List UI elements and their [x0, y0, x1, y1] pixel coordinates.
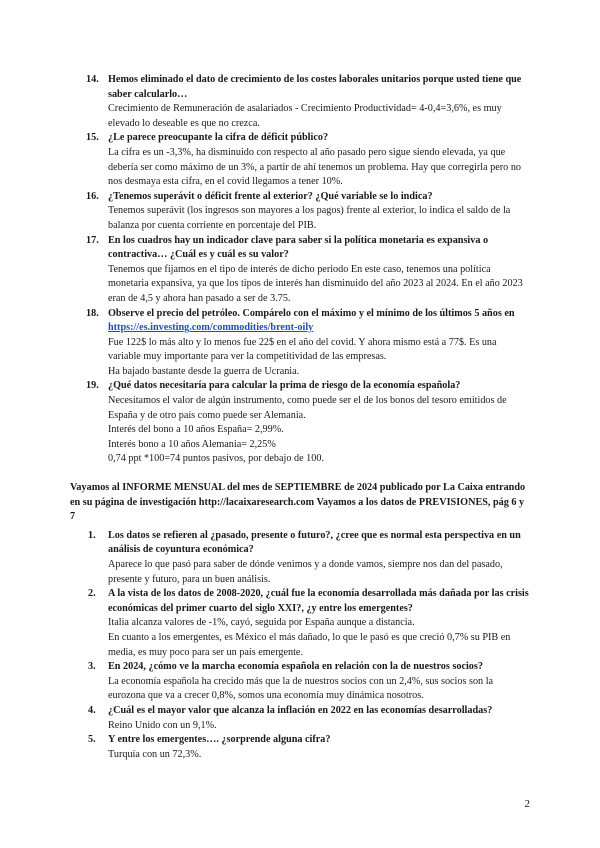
answer-text: La economía española ha crecido más que la de nuestros socios con un 2,4%, sus socios son la eurozona que va a crecer 0,8%, somos una economía muy dinámica nosotros. [108, 675, 494, 702]
question-item-3 [70, 660, 530, 704]
question-item-2 [70, 587, 530, 660]
question-list-bottom [70, 529, 530, 763]
answer-text: Italia alcanza valores de -1%, cayó, seguida por España aunque a distancia. [108, 617, 415, 629]
page-content [70, 73, 530, 762]
answer-text: Crecimiento de Remuneración de asalariados - Crecimiento Productividad= 4-0,4=3,6%, es muy elevado lo deseable es que no crezca. [108, 103, 502, 129]
question-number: 3. [88, 661, 96, 673]
question-text [108, 307, 530, 336]
question-item-5 [70, 733, 530, 762]
question-text: En 2024, ¿cómo ve la marcha economía española en relación con la de nuestros socios? [108, 661, 483, 673]
answer-text: Necesitamos el valor de algún instrumento, como puede ser el de los bonos del tesoro emitidos de España y de otro país como puede ser Alemania. [108, 395, 507, 421]
answer-text: Ha bajado bastante desde la guerra de Ucrania. [108, 365, 300, 377]
question-number: 1. [88, 529, 96, 541]
question-item-18 [70, 307, 530, 380]
question-text: Los datos se refieren al ¿pasado, presente o futuro?, ¿cree que es normal esta perspectiva en un análisis de coyuntura económica? [108, 529, 521, 556]
section-heading: Vayamos al INFORME MENSUAL del mes de SEPTIEMBRE de 2024 publicado por La Caixa entrando en su página de investigación http://lacaixaresearch.com Vayamos a los datos de PREVISIONES, pág 6 y 7 [70, 482, 526, 523]
question-item-4 [70, 704, 530, 733]
question-text: ¿Tenemos superávit o déficit frente al exterior? ¿Qué variable se lo indica? [108, 190, 433, 202]
question-item-16 [70, 190, 530, 234]
question-text-main: Observe el precio del petróleo. Compárelo con el máximo y el mínimo de los últimos 5 años en [108, 307, 515, 319]
question-text: Hemos eliminado el dato de crecimiento de los costes laborales unitarios porque usted tiene que saber calcularlo… [108, 74, 522, 100]
question-number: 16. [86, 190, 99, 202]
question-item-14 [70, 73, 530, 131]
question-text: En los cuadros hay un indicador clave para saber si la política monetaria es expansiva o contractiva… ¿Cuál es y cuál es su valor? [108, 234, 489, 261]
answer-text: Aparece lo que pasó para saber de dónde venimos y a donde vamos, siempre nos dan del pasado, presente y futuro, para un buen análisis. [108, 559, 503, 585]
question-text: Y entre los emergentes…. ¿sorprende alguna cifra? [108, 734, 331, 746]
question-item-1 [70, 529, 530, 587]
question-number: 2. [88, 588, 96, 600]
answer-text: Tenemos superávit (los ingresos son mayores a los pagos) frente al exterior, lo indica el saldo de la balanza por cuenta corriente en porcentaje del PIB. [108, 205, 511, 231]
answer-text: Reino Unido con un 9,1%. [108, 719, 217, 731]
question-list-top [70, 73, 530, 467]
question-text: ¿Cuál es el mayor valor que alcanza la inflación en 2022 en las economías desarrolladas? [108, 704, 493, 716]
question-text: ¿Le parece preocupante la cifra de déficit público? [108, 132, 329, 144]
question-number: 4. [88, 704, 96, 716]
question-number: 17. [86, 234, 99, 246]
question-item-17 [70, 234, 530, 307]
question-text: A la vista de los datos de 2008-2020, ¿cuál fue la economía desarrollada más dañada por las crisis económicas del primer cuarto del siglo XXI?, ¿y entre los emergentes? [108, 588, 529, 614]
question-number: 14. [86, 74, 99, 85]
answer-text: Tenemos que fijamos en el tipo de interés de dicho periodo En este caso, tenemos una política monetaria expansiva, ya que los tipos de interés han disminuido del año 2023 al 2024. En el año 2023 eran de 4,5 y ahora han pasado a ser de 3.75. [108, 263, 523, 304]
question-number: 19. [86, 380, 99, 392]
answer-text: 0,74 ppt *100=74 puntos pasivos, por debajo de 100. [108, 453, 324, 465]
answer-text: Turquía con un 72,3%. [108, 748, 202, 760]
question-item-15 [70, 131, 530, 189]
question-text: ¿Qué datos necesitaría para calcular la prima de riesgo de la economía española? [108, 380, 461, 392]
page-number: 2 [524, 798, 530, 810]
question-number: 15. [86, 132, 99, 144]
investing-link[interactable]: https://es.investing.com/commodities/brent-oily [108, 322, 314, 334]
answer-text: En cuanto a los emergentes, es México el más dañado, lo que le pasó es que creció 0,7% su PIB en media, es muy poco para ser un país emergente. [108, 631, 511, 658]
question-item-19 [70, 379, 530, 467]
answer-text: Interés bono a 10 años Alemania= 2,25% [108, 438, 276, 450]
answer-text: Interés del bono a 10 años España= 2,99%. [108, 424, 284, 436]
answer-text: Fue 122$ lo más alto y lo menos fue 22$ en el año del covid. Y ahora mismo está a 77$. Es una variable muy importante para ver la competitividad de las empresas. [108, 336, 497, 363]
question-number: 18. [86, 307, 99, 319]
question-number: 5. [88, 734, 96, 746]
answer-text: La cifra es un -3,3%, ha disminuido con respecto al año pasado pero sigue siendo elevada, ya que debería ser como máximo de un 3%, a partir de ahí tenemos un problema. Hay que corregirla pero no nos desmaya esta cifra, en el covid llegamos a tener 10%. [108, 146, 522, 188]
